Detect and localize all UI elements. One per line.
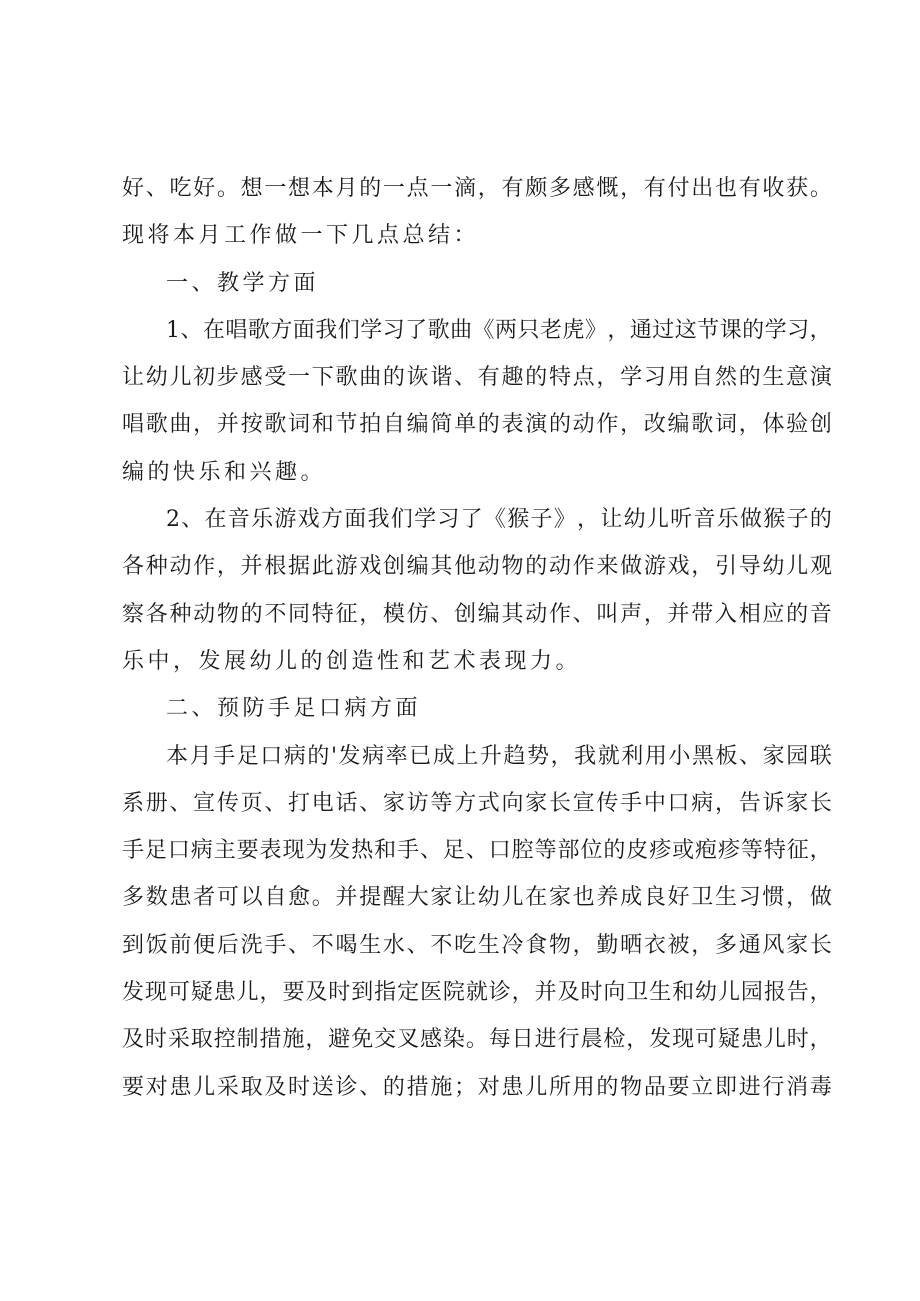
text-line: 乐中，发展幼儿的创造性和艺术表现力。 [122, 648, 582, 674]
text-line: 到 饭 前 便 后 洗 手 、 不 喝 生 水 、 不 吃 生 冷 食 物 ， 勤 晒 衣 被 ， 多 通 风 家 长 [122, 932, 832, 958]
text-line: 2 、 在 音 乐 游 戏 方 面 我 们 学 习 了 《 猴 子 》 ， 让 幼 儿 听 音 乐 做 猴 子 的 [166, 507, 832, 533]
text-line: 二、预防手足口病方面 [166, 696, 422, 722]
text-line: 发 现 可 疑 患 儿 ， 要 及 时 到 指 定 医 院 就 诊 ， 并 及 时 向 卫 生 和 幼 儿 园 报 告 ， [122, 980, 832, 1006]
text-line: 编的快乐和兴趣。 [122, 459, 327, 485]
text-line: 各 种 动 作 ， 并 根 据 此 游 戏 创 编 其 他 动 物 的 动 作 来 做 游 戏 ， 引 导 幼 儿 观 [122, 554, 832, 580]
text-line: 让 幼 儿 初 步 感 受 一 下 歌 曲 的 诙 谐 、 有 趣 的 特 点 ， 学 习 用 自 然 的 生 意 演 [122, 365, 832, 391]
text-line: 察 各 种 动 物 的 不 同 特 征 ， 模 仿 、 创 编 其 动 作 、 叫 声 ， 并 带 入 相 应 的 音 [122, 601, 832, 627]
text-line: 本 月 手 足 口 病 的 ' 发 病 率 已 成 上 升 趋 势 ， 我 就 利 用 小 黑 板 、 家 园 联 [166, 743, 832, 769]
text-line: 及 时 采 取 控 制 措 施 ， 避 免 交 叉 感 染 。 每 日 进 行 晨 检 ， 发 现 可 疑 患 儿 时 ， [122, 1027, 832, 1053]
text-line: 手 足 口 病 主 要 表 现 为 发 热 和 手 、 足 、 口 腔 等 部 位 的 皮 疹 或 疱 疹 等 特 征 ， [122, 838, 832, 864]
document-body [122, 165, 832, 1111]
text-line: 要 对 患 儿 采 取 及 时 送 诊 、 的 措 施 ； 对 患 儿 所 用 的 物 品 要 立 即 进 行 消 毒 [122, 1074, 832, 1100]
text-line: 多 数 患 者 可 以 自 愈 。 并 提 醒 大 家 让 幼 儿 在 家 也 养 成 良 好 卫 生 习 惯 ， 做 [122, 885, 832, 911]
text-line: 现将本月工作做一下几点总结： [122, 223, 480, 249]
text-line: 唱 歌 曲 ， 并 按 歌 词 和 节 拍 自 编 简 单 的 表 演 的 动 作 ， 改 编 歌 词 ， 体 验 创 [122, 412, 832, 438]
text-line: 一、教学方面 [166, 270, 320, 296]
text-line: 系 册 、 宣 传 页 、 打 电 话 、 家 访 等 方 式 向 家 长 宣 传 手 中 口 病 ， 告 诉 家 长 [122, 790, 832, 816]
text-line: 1 、 在 唱 歌 方 面 我 们 学 习 了 歌 曲 《 两 只 老 虎 》 ， 通 过 这 节 课 的 学 习 ， [166, 317, 832, 343]
text-line: 好 、 吃 好 。 想 一 想 本 月 的 一 点 一 滴 ， 有 颇 多 感 慨 ， 有 付 出 也 有 收 获 。 [122, 176, 832, 201]
